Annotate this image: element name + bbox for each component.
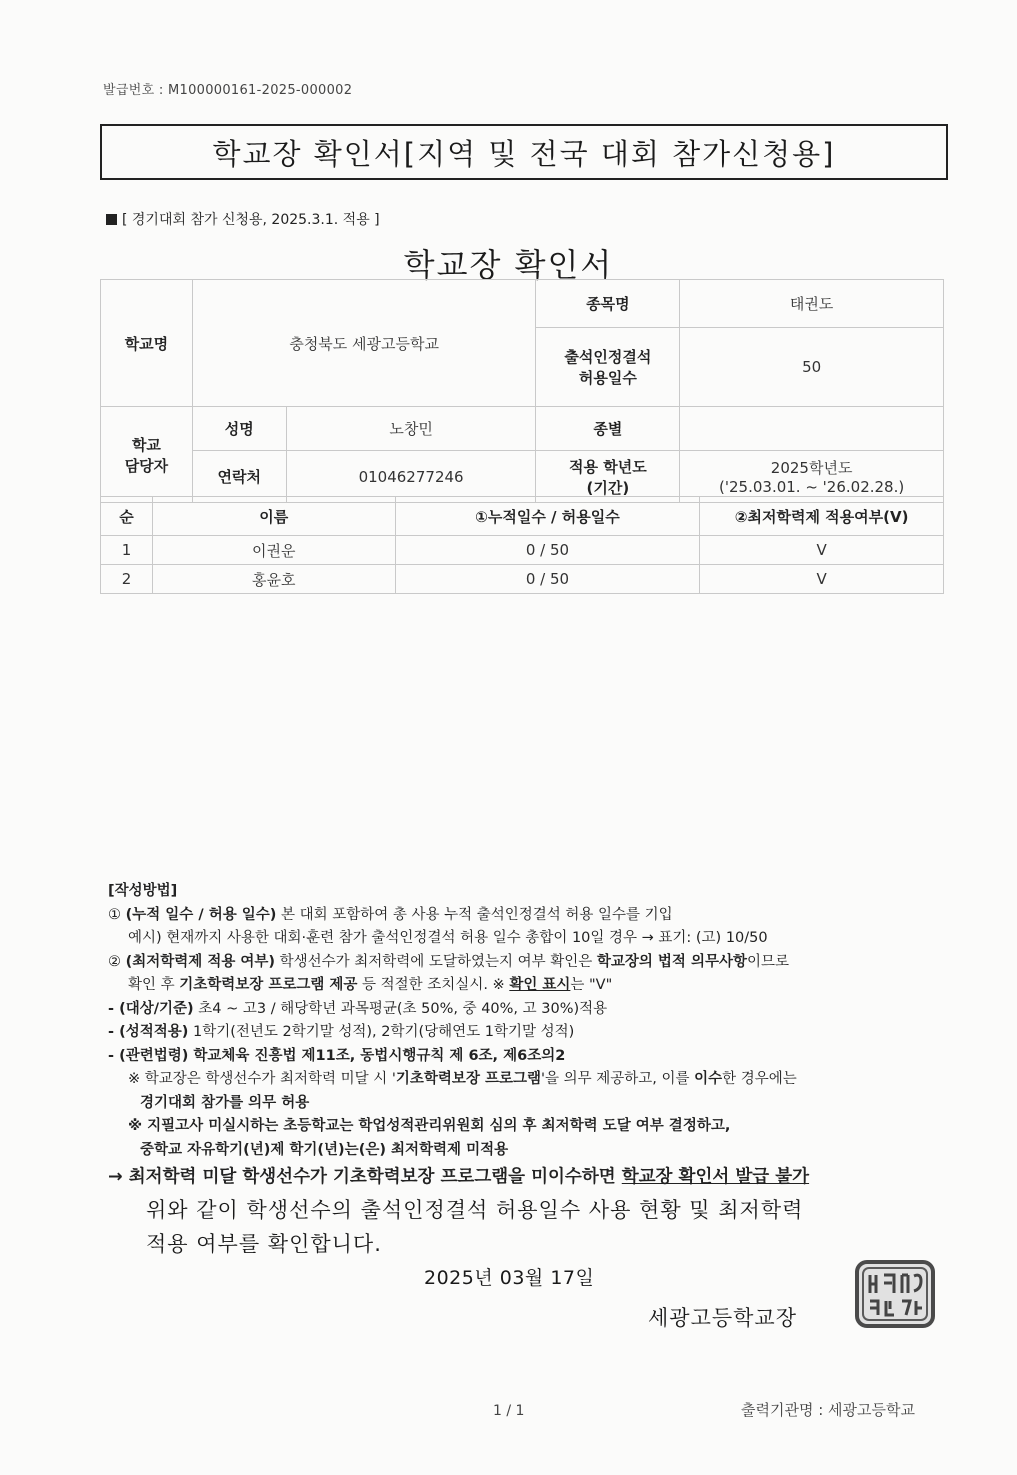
header-min-academic: ②최저학력제 적용여부(V) [700,497,944,536]
method-l4-emph: 기초학력보장 프로그램 제공 [179,977,358,993]
method-line-11: 중학교 자유학기(년)제 학기(년)는(은) 최저학력제 미적용 [140,1141,509,1158]
category-value [680,407,944,451]
row-check: V [700,565,944,594]
method-l3-key: (최저학력제 적용 여부) [125,953,276,970]
phone-value: 01046277246 [286,451,536,503]
table-row [101,536,944,565]
row-order: 2 [101,565,153,594]
method-l7-key: - (관련법령) [108,1047,189,1064]
row-name: 이권운 [152,536,395,565]
subheading [106,209,380,229]
issue-date: 2025년 03월 17일 [424,1267,595,1289]
year-value-line1: 2025학년도 [770,459,853,477]
confirmation-statement [146,1193,803,1261]
confirmation-line-2: 적용 여부를 확인합니다. [146,1232,382,1256]
school-info-table [100,279,944,503]
method-heading: [작성방법] [108,883,178,899]
school-label: 학교명 [101,280,193,407]
row-check: V [700,536,944,565]
year-value [680,451,944,503]
method-l1-text: 본 대회 포함하여 총 사용 누적 출석인정결석 허용 일수를 기입 [276,906,673,923]
official-seal-icon [854,1259,936,1329]
output-organization: 출력기관명 : 세광고등학교 [741,1401,915,1419]
method-l4-c: 등 적절한 조치실시. ※ [357,977,510,993]
square-bullet-icon [106,214,117,225]
year-label-line2: (기간) [586,478,630,497]
absence-value: 50 [680,328,944,407]
method-l3-emph: 학교장의 법적 의무사항 [596,953,748,970]
subheading-text: [ 경기대회 참가 신청용, 2025.3.1. 적용 ] [122,212,380,228]
method-l4-tail: 는 "V" [570,977,613,993]
method-warning-emph: 학교장 확인서 발급 불가 [621,1167,810,1187]
method-line-6 [108,1021,938,1045]
method-line-9: 경기대회 참가를 의무 허용 [140,1094,310,1111]
method-l1-num: ① [108,906,126,923]
absence-label-line1: 출석인정결석 [564,348,652,366]
year-label-line1: 적용 학년도 [569,457,647,476]
method-l8-emph: 기초학력보장 프로그램 [395,1071,542,1087]
contact-label-line2: 담당자 [124,456,169,475]
document-title: 학교장 확인서 [403,246,614,284]
student-table-header [101,497,944,536]
method-l1-key: (누적 일수 / 허용 일수) [125,906,277,923]
name-value: 노창민 [286,407,536,451]
method-line-3 [108,951,938,975]
method-l6-text: 1학기(전년도 2학기말 성적), 2학기(당해연도 1학기말 성적) [188,1024,575,1040]
method-l3-tail: 이므로 [747,953,790,970]
confirmation-line-1: 위와 같이 학생선수의 출석인정결석 허용일수 사용 현황 및 최저학력 [146,1198,804,1222]
year-label [536,451,680,503]
writing-method [108,880,938,1190]
header-name: 이름 [152,497,395,536]
method-l3-num: ② [108,953,126,970]
sport-label: 종목명 [536,280,680,328]
method-line-2: 예시) 현재까지 사용한 대회·훈련 참가 출석인정결석 허용 일수 총합이 10일 경우 → 표기: (고) 10/50 [128,930,768,946]
method-l8-c: '을 의무 제공하고, 이를 [541,1071,695,1087]
method-l8-emph2: 이수 [694,1071,723,1087]
method-l5-key: - (대상/기준) [108,1000,194,1017]
sport-value: 태권도 [680,280,944,328]
method-l6-key: - (성적적용) [108,1024,189,1040]
issue-number: 발급번호 : M100000161-2025-000002 [103,83,353,98]
row-days: 0 / 50 [395,536,700,565]
row-order: 1 [101,536,153,565]
method-line-5 [108,998,938,1022]
principal-name: 세광고등학교장 [648,1306,798,1330]
absence-label-line2: 허용일수 [578,369,637,387]
school-value: 충청북도 세광고등학교 [192,280,536,407]
method-l3-text: 학생선수가 최저학력에 도달하였는지 여부 확인은 [275,953,597,970]
contact-label-line1: 학교 [131,435,161,454]
row-name: 홍윤호 [152,565,395,594]
header-days: ①누적일수 / 허용일수 [395,497,700,536]
student-table [100,496,944,594]
name-label: 성명 [192,407,286,451]
category-label: 종별 [536,407,680,451]
phone-label: 연락처 [192,451,286,503]
header-order: 순 [101,497,153,536]
banner-title: 학교장 확인서[지역 및 전국 대회 참가신청용] [100,124,948,180]
method-warning [108,1166,938,1190]
method-l4-a: 확인 후 [128,977,180,993]
method-l8-a: ※ 학교장은 학생선수가 최저학력 미달 시 ' [128,1071,396,1087]
table-row [101,565,944,594]
method-l5-text: 초4 ~ 고3 / 해당학년 과목평균(초 50%, 중 40%, 고 30%)적용 [193,1000,608,1017]
method-line-7 [108,1045,938,1069]
method-line-1 [108,904,938,928]
method-line-4 [108,974,938,998]
absence-label [536,328,680,407]
method-l7-text: 학교체육 진흥법 제11조, 동법시행규칙 제 6조, 제6조의2 [188,1047,566,1064]
contact-label [101,407,193,503]
row-days: 0 / 50 [395,565,700,594]
method-warning-text: → 최저학력 미달 학생선수가 기초학력보장 프로그램을 미이수하면 [108,1167,622,1187]
page-number: 1 / 1 [493,1403,525,1419]
method-l8-tail: 한 경우에는 [722,1071,797,1087]
year-value-line2: ('25.03.01. ~ '26.02.28.) [719,478,905,496]
method-line-10: ※ 지필고사 미실시하는 초등학교는 학업성적관리위원회 심의 후 최저학력 도달 여부 결정하고, [128,1118,731,1134]
method-l4-mark: 확인 표시 [509,977,571,993]
method-line-8 [108,1068,938,1092]
